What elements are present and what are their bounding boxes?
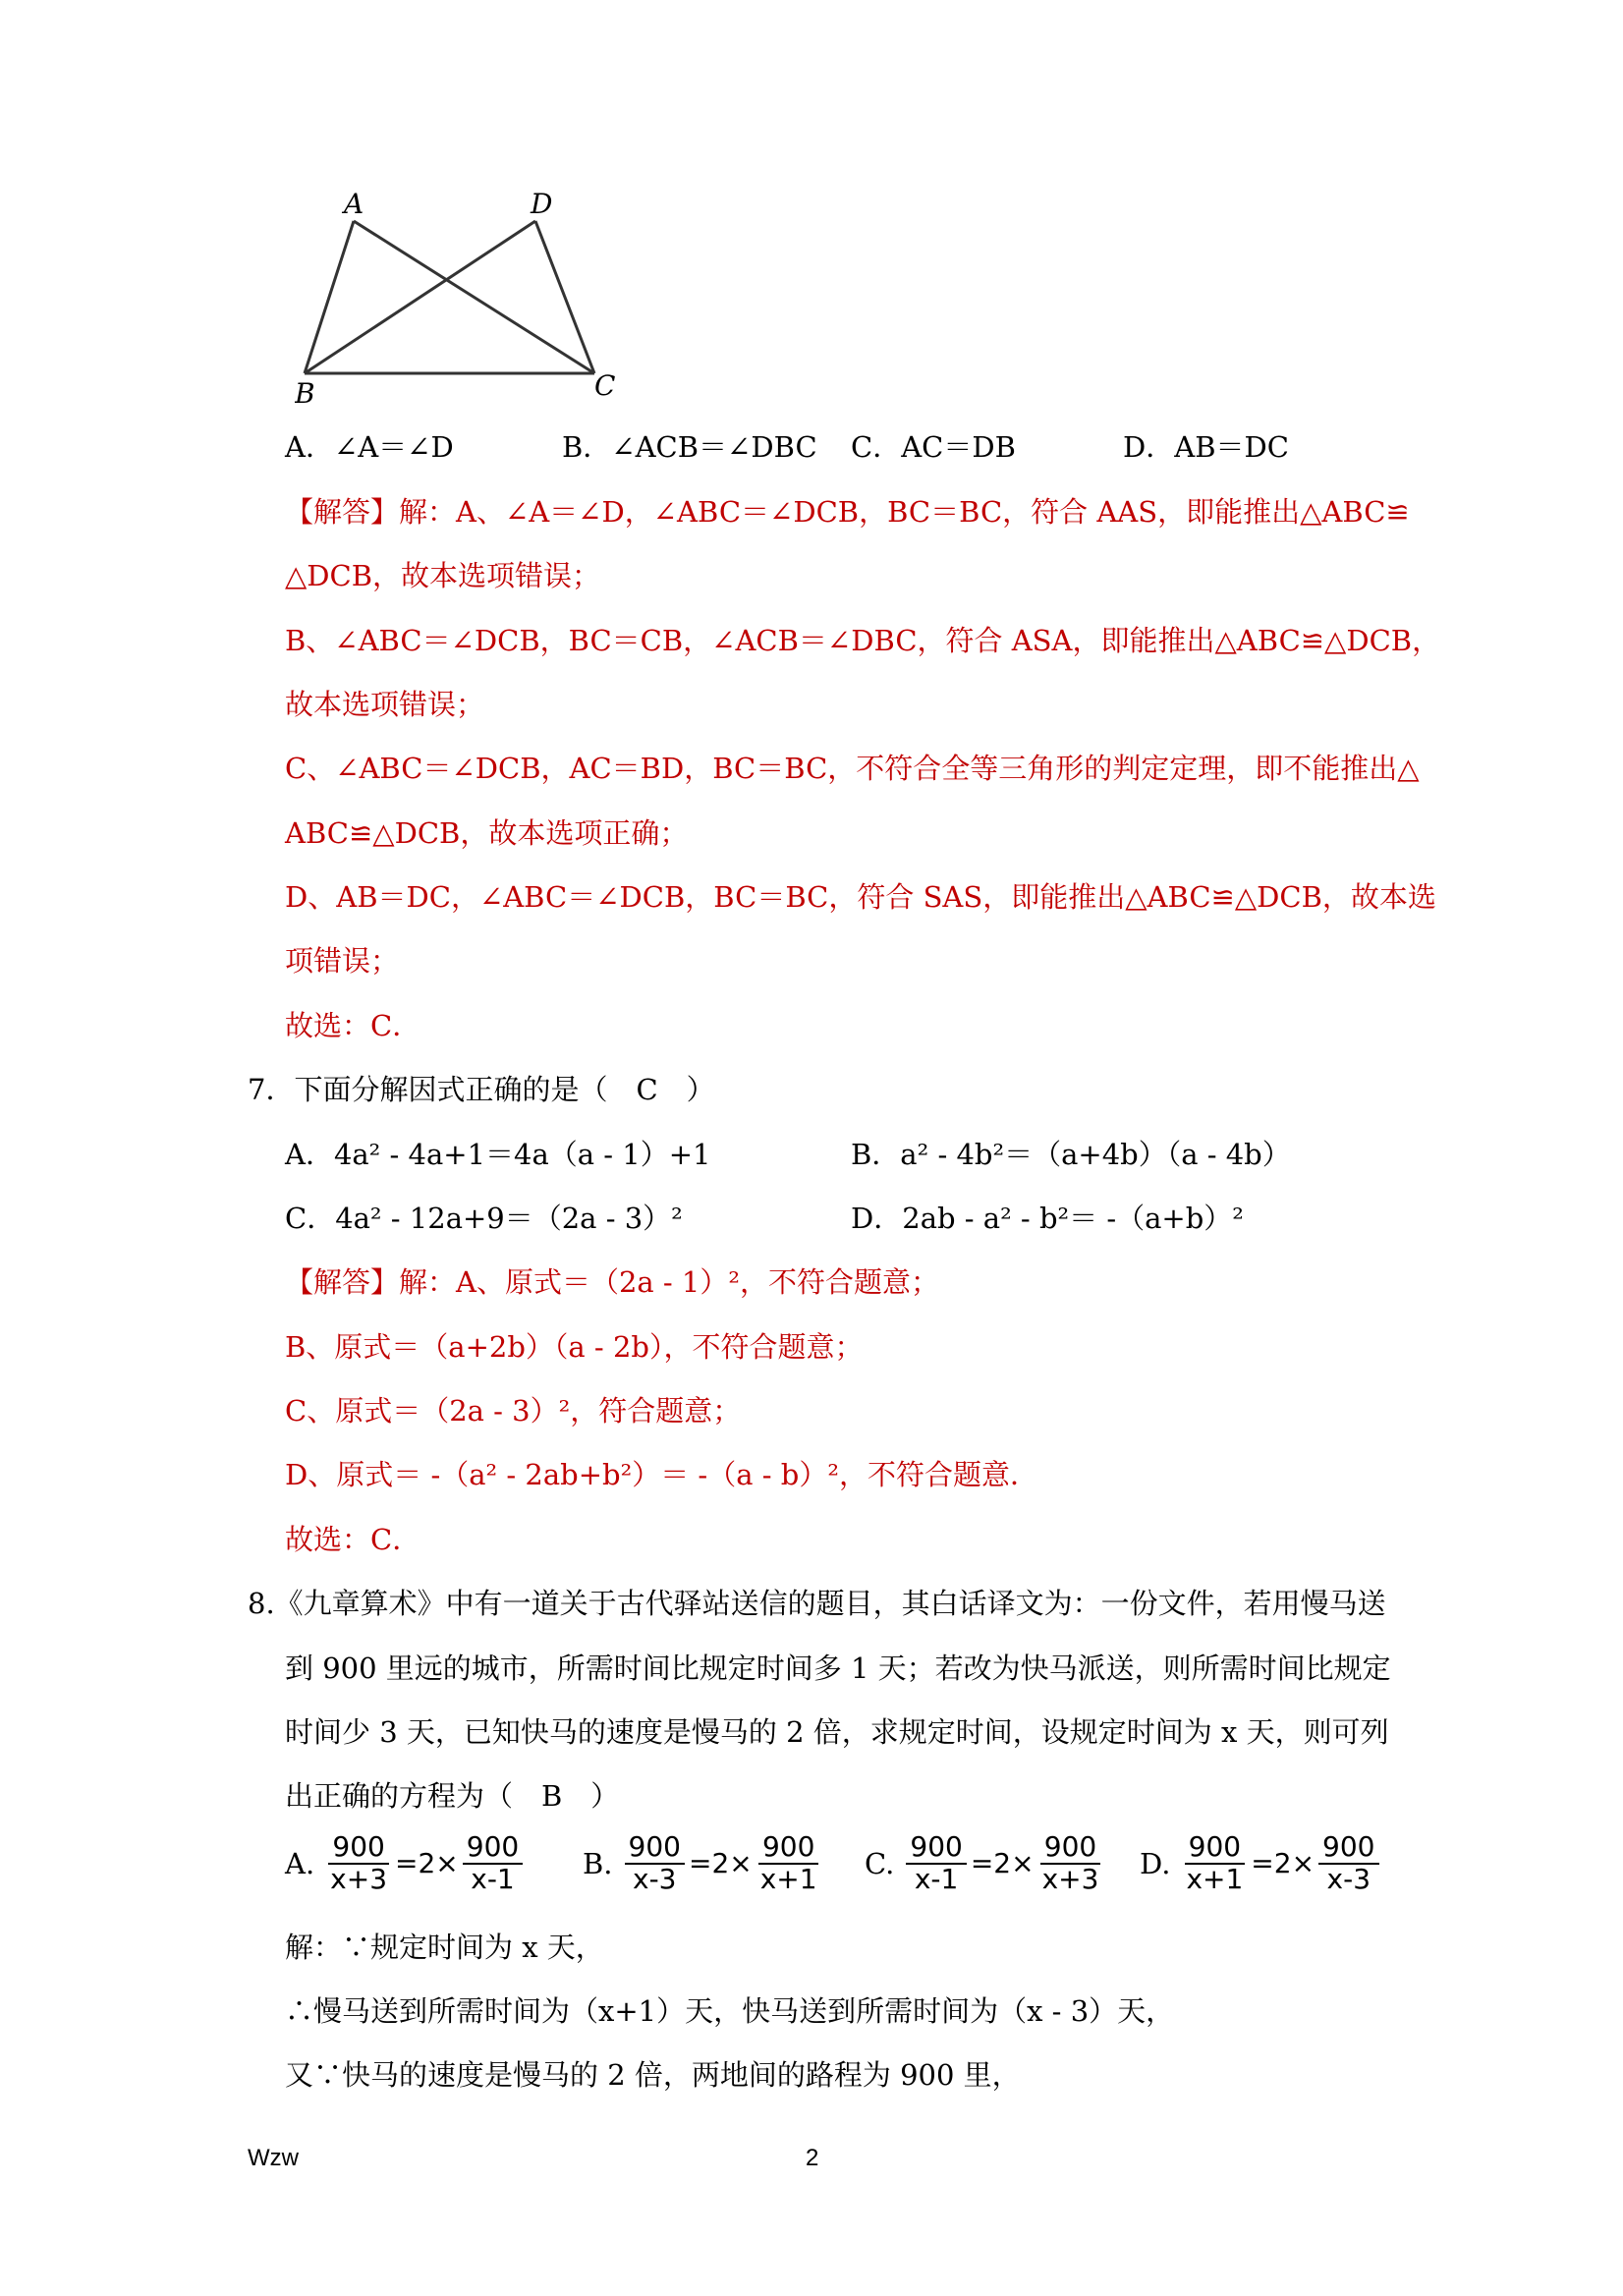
numerator: 900: [758, 1832, 818, 1865]
q8-stem-line-3: 时间少 3 天，已知快马的速度是慢马的 2 倍，求规定时间，设规定时间为 x 天，则可列: [285, 1715, 1389, 1749]
fraction: [463, 1832, 523, 1895]
segment-ab: [305, 221, 354, 373]
fraction: [1182, 1832, 1247, 1895]
denominator: x+3: [330, 1862, 388, 1895]
numerator: 900: [625, 1832, 685, 1865]
q6-option-a: A．∠A＝∠D: [285, 430, 454, 464]
q8-option-a-label: A.: [285, 1846, 315, 1880]
q8-option-b-label: B.: [583, 1846, 613, 1880]
q6-solution-line-3: B、∠ABC＝∠DCB，BC＝CB，∠ACB＝∠DBC，符合 ASA，即能推出△ABC≌△DCB，: [285, 624, 1441, 657]
denominator: x-3: [1326, 1862, 1371, 1895]
fraction: [625, 1832, 685, 1895]
q7-option-b: B．a² - 4b²＝（a+4b）（a - 4b）: [851, 1138, 1291, 1171]
q7-stem: 7．下面分解因式正确的是（ C ）: [248, 1073, 715, 1106]
q8-stem-line-1: 8.《九章算术》中有一道关于古代驿站送信的题目，其白话译文为：一份文件，若用慢马送: [248, 1587, 1386, 1620]
equals-times: =2×: [395, 1847, 459, 1880]
denominator: x+3: [1041, 1862, 1099, 1895]
q8-option-c-label: C.: [865, 1846, 895, 1880]
q6-option-c: C．AC＝DB: [851, 430, 1016, 464]
q6-solution-line-6: ABC≌△DCB，故本选项正确；: [285, 816, 689, 850]
q7-option-c: C．4a² - 12a+9＝（2a - 3）²: [285, 1202, 683, 1235]
q6-solution-line-5: C、∠ABC＝∠DCB，AC＝BD，BC＝BC，不符合全等三角形的判定定理，即不能推出△: [285, 752, 1420, 785]
numerator: 900: [906, 1832, 966, 1865]
footer-author: Wzw: [248, 2145, 299, 2171]
numerator: 900: [1318, 1832, 1378, 1865]
q7-solution-line-3: C、原式＝（2a - 3）²，符合题意；: [285, 1394, 742, 1428]
label-c: C: [594, 369, 616, 402]
label-a: A: [344, 192, 364, 220]
q8-solution-line-1: 解：∵规定时间为 x 天，: [285, 1931, 604, 1964]
q8-stem-line-2: 到 900 里远的城市，所需时间比规定时间多 1 天；若改为快马派送，则所需时间比规定: [285, 1652, 1391, 1685]
q7-option-a: A．4a² - 4a+1＝4a（a - 1）+1: [285, 1138, 711, 1171]
fraction: [326, 1832, 391, 1895]
q8-solution-line-3: 又∵快马的速度是慢马的 2 倍，两地间的路程为 900 里，: [285, 2058, 1021, 2092]
equals-times: =2×: [970, 1847, 1035, 1880]
q8-option-a: [285, 1832, 525, 1895]
q6-solution-line-8: 项错误；: [285, 944, 400, 978]
q7-final-answer: 故选：C．: [285, 1523, 421, 1556]
segment-ac: [354, 221, 594, 373]
figure-svg: [295, 192, 629, 408]
numerator: 900: [328, 1832, 388, 1865]
denominator: x-3: [633, 1862, 677, 1895]
numerator: 900: [1185, 1832, 1245, 1865]
fraction: [1038, 1832, 1103, 1895]
denominator: x-1: [471, 1862, 515, 1895]
q6-solution-line-7: D、AB＝DC，∠ABC＝∠DCB，BC＝BC，符合 SAS，即能推出△ABC≌△DCB，故本选: [285, 880, 1436, 914]
q8-option-c: [865, 1832, 1104, 1895]
q8-option-b: [583, 1832, 823, 1895]
q6-solution-line-2: △DCB，故本选项错误；: [285, 559, 601, 592]
fraction: [1318, 1832, 1378, 1895]
segment-db: [305, 221, 535, 373]
label-b: B: [295, 377, 315, 408]
label-d: D: [531, 192, 553, 220]
q7-solution-line-1: 【解答】解：A、原式＝（2a - 1）²，不符合题意；: [285, 1265, 939, 1299]
numerator: 900: [1040, 1832, 1100, 1865]
numerator: 900: [463, 1832, 523, 1865]
q7-solution-line-4: D、原式＝ -（a² - 2ab+b²）＝ -（a - b）²，不符合题意．: [285, 1458, 1038, 1491]
q6-option-b: B．∠ACB＝∠DBC: [562, 430, 817, 464]
triangle-figure: [295, 192, 629, 408]
q6-option-d: D．AB＝DC: [1123, 430, 1289, 464]
q8-option-d-label: D.: [1140, 1846, 1171, 1880]
q8-stem-line-4: 出正确的方程为（ B ）: [285, 1779, 620, 1813]
q8-solution-line-2: ∴慢马送到所需时间为（x+1）天，快马送到所需时间为（x - 3）天，: [285, 1994, 1175, 2028]
denominator: x+1: [759, 1862, 817, 1895]
q8-option-d: [1140, 1832, 1381, 1895]
q7-option-d: D．2ab - a² - b²＝ -（a+b）²: [851, 1202, 1244, 1235]
page-number: 2: [806, 2145, 819, 2171]
denominator: x+1: [1186, 1862, 1244, 1895]
q6-final-answer: 故选：C．: [285, 1009, 421, 1042]
equals-times: =2×: [688, 1847, 753, 1880]
q7-solution-line-2: B、原式＝（a+2b）（a - 2b），不符合题意；: [285, 1330, 864, 1364]
equals-times: =2×: [1251, 1847, 1315, 1880]
fraction: [756, 1832, 821, 1895]
fraction: [906, 1832, 966, 1895]
q6-solution-line-4: 故本选项错误；: [285, 688, 485, 721]
denominator: x-1: [914, 1862, 959, 1895]
q6-solution-line-1: 【解答】解：A、∠A＝∠D，∠ABC＝∠DCB，BC＝BC，符合 AAS，即能推出△ABC≌: [285, 495, 1410, 529]
segment-dc: [535, 221, 594, 373]
